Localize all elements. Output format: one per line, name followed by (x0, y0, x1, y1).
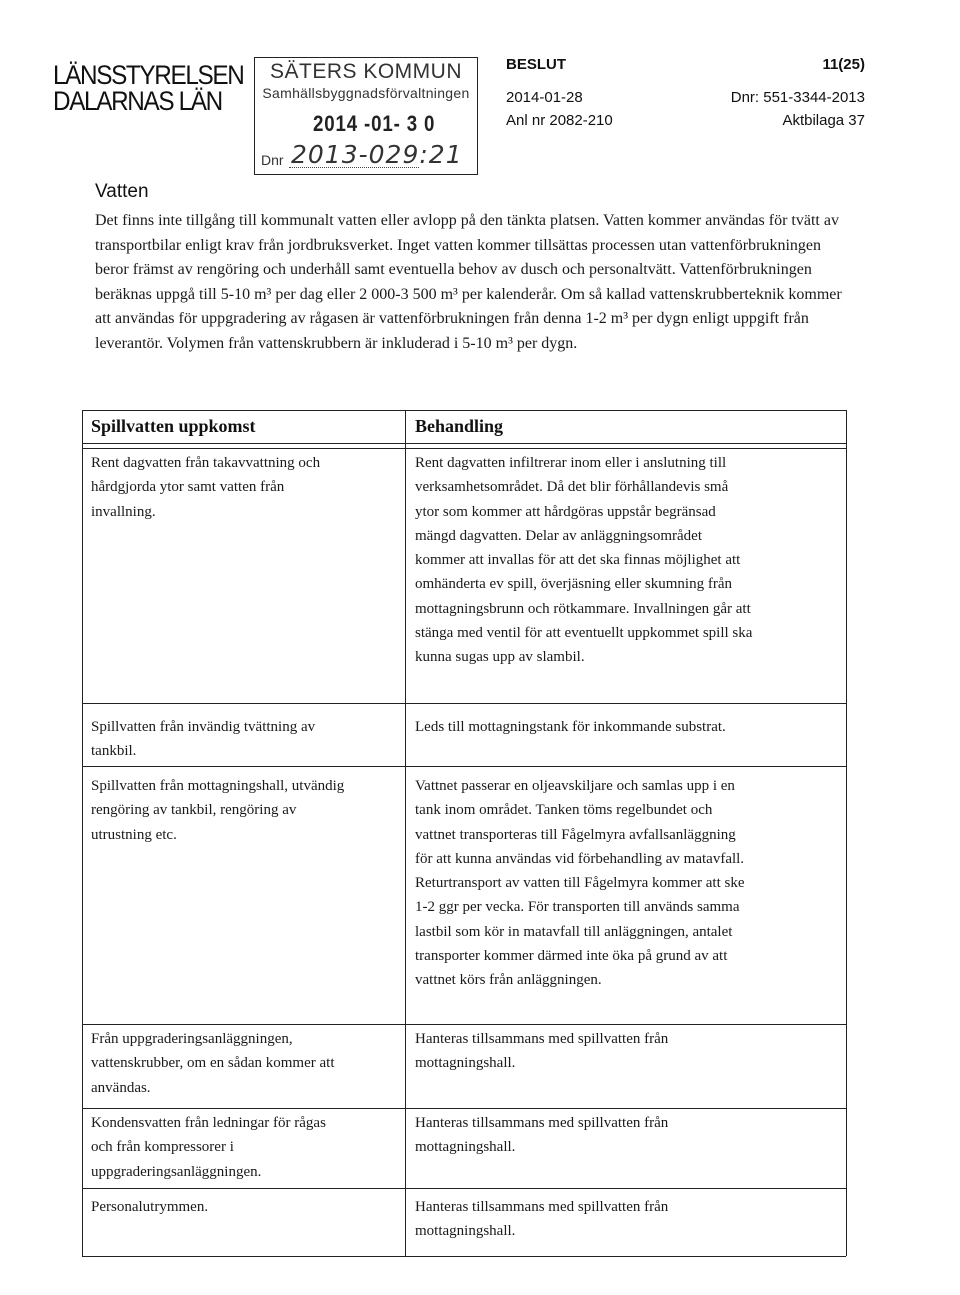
column-header-source: Spillvatten uppkomst (91, 416, 256, 436)
table-header-divider (82, 448, 846, 449)
table-cell-treatment: Hanteras tillsammans med spillvatten från mottagningshall. (415, 1031, 669, 1072)
table-row-divider (82, 1188, 846, 1189)
table-border-right (846, 410, 847, 1256)
table-cell-source: Spillvatten från mottagningshall, utvändig rengöring av tankbil, rengöring av utrustning etc. (91, 778, 345, 843)
table-cell-source: Spillvatten från invändig tvättning av tankbil. (91, 719, 316, 760)
stamp-date: 2014 -01- 3 0 (313, 111, 436, 136)
section-paragraph: Det finns inte tillgång till kommunalt vatten eller avlopp på den tänkta platsen. Vatten kommer användas för tvätt av transportbilar enligt krav från jordbruksverket. Inget vatten kommer tillsättas processen utan vattenförbrukningen beror främst av rengöring och underhåll samt eventuella behov av dusch och personaltvätt. Vattenförbrukningen beräknas uppgå till 5-10 m³ per dag eller 2 000-3 500 m³ per kalenderår. Om så kallad vattenskrubberteknik kommer att användas för uppgradering av rågasen är vattenförbrukningen från denna 1-2 m³ per dygn enligt uppgift från leverantör. Volymen från vattenskrubbern är inkluderad i 5-10 m³ per dygn. (95, 212, 842, 352)
table-border-left (82, 410, 83, 1256)
stamp-dnr-handwritten: 2013-029:21 (291, 140, 463, 169)
table-cell-treatment: Leds till mottagningstank för inkommande substrat. (415, 719, 726, 735)
received-stamp (254, 57, 478, 175)
anl-number: Anl nr 2082-210 (506, 112, 613, 129)
table-cell-treatment: Vattnet passerar en oljeavskiljare och samlas upp i en tank inom området. Tanken töms regelbundet och vattnet transporteras till Fågelmyra avfallsanläggning för att kunna användas vid förbehandling av matavfall. Returtransport av vatten till Fågelmyra kommer att ske 1-2 ggr per vecka. För transporten till används samma lastbil som kör in matavfall till anläggningen, antalet transporter kommer därmed inte öka på grund av att vattnet körs från anläggningen. (415, 778, 745, 989)
stamp-department: Samhällsbyggnadsförvaltningen (262, 85, 470, 101)
table-row-divider (82, 703, 846, 704)
stamp-organization: SÄTERS KOMMUN (269, 60, 462, 83)
page-number: 11(25) (822, 56, 865, 73)
table-row-divider (82, 766, 846, 767)
attachment-label: Aktbilaga 37 (782, 112, 865, 129)
table-header-divider (82, 443, 846, 444)
stamp-dnr-label: Dnr (261, 152, 284, 168)
table-cell-source: Rent dagvatten från takavvattning och hårdgjorda ytor samt vatten från invallning. (91, 455, 321, 520)
table-cell-source: Personalutrymmen. (91, 1199, 209, 1215)
table-cell-source: Kondensvatten från ledningar för rågas och från kompressorer i uppgraderingsanläggningen. (91, 1115, 326, 1180)
table-border-bottom (82, 1256, 846, 1257)
diary-number: Dnr: 551-3344-2013 (730, 89, 865, 106)
authority-logo (53, 62, 243, 114)
table-cell-treatment: Rent dagvatten infiltrerar inom eller i anslutning till verksamhetsområdet. Då det blir förhållandevis små ytor som kommer att hårdgöras uppstår begränsad mängd dagvatten. Delar av anläggningsområdet kommer att invallas för att det ska finnas möjlighet att omhänderta ev spill, överjäsning eller skumning från mottagningsbrunn och rötkammare. Invallningen går att stänga med ventil för att eventuellt uppkommet spill ska kunna sugas upp av slambil. (415, 455, 753, 666)
decision-date: 2014-01-28 (506, 89, 583, 106)
table-cell-treatment: Hanteras tillsammans med spillvatten från mottagningshall. (415, 1199, 669, 1240)
section-title: Vatten (95, 181, 149, 202)
column-header-treatment: Behandling (415, 416, 504, 436)
table-column-divider (405, 410, 406, 1256)
table-row-divider (82, 1108, 846, 1109)
table-border-top (82, 410, 846, 411)
wastewater-table (82, 410, 846, 1256)
table-cell-treatment: Hanteras tillsammans med spillvatten från mottagningshall. (415, 1115, 669, 1156)
logo-line-1: LÄNSSTYRELSEN (53, 60, 244, 90)
table-row-divider (82, 1024, 846, 1025)
table-cell-source: Från uppgraderingsanläggningen, vattenskrubber, om en sådan kommer att användas. (91, 1031, 335, 1096)
logo-line-2: DALARNAS LÄN (53, 86, 222, 116)
document-type: BESLUT (506, 56, 566, 73)
